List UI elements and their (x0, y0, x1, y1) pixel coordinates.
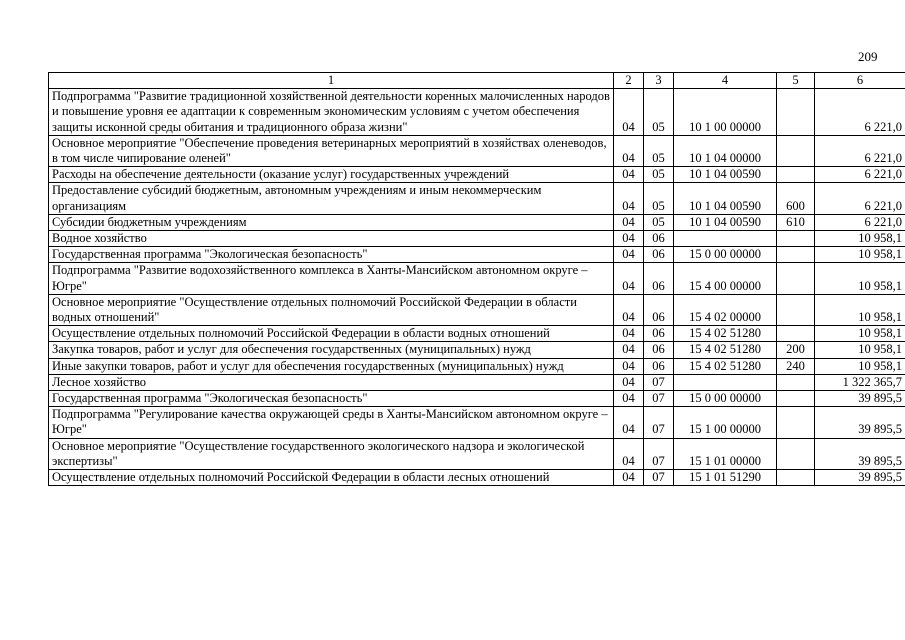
target-article-code: 10 1 00 00000 (674, 89, 777, 136)
item-name: Подпрограмма "Регулирование качества окружающей среды в Ханты-Мансийском автономном округе – Югре" (49, 407, 614, 438)
subsection-code: 06 (644, 263, 674, 294)
expense-type-code (777, 374, 815, 390)
subsection-code: 06 (644, 358, 674, 374)
target-article-code: 10 1 04 00590 (674, 214, 777, 230)
expense-type-code: 200 (777, 342, 815, 358)
target-article-code: 15 4 00 00000 (674, 263, 777, 294)
target-article-code: 15 4 02 51280 (674, 326, 777, 342)
target-article-code: 15 1 00 00000 (674, 407, 777, 438)
amount: 10 958,1 (815, 263, 905, 294)
target-article-code (674, 374, 777, 390)
expense-type-code: 240 (777, 358, 815, 374)
target-article-code: 15 0 00 00000 (674, 391, 777, 407)
table-row (49, 183, 905, 214)
table-row (49, 263, 905, 294)
section-code: 04 (614, 470, 644, 486)
section-code: 04 (614, 342, 644, 358)
target-article-code: 15 4 02 51280 (674, 358, 777, 374)
item-name: Основное мероприятие "Обеспечение проведения ветеринарных мероприятий в хозяйствах оленеводов, в том числе чипирование оленей" (49, 135, 614, 166)
subsection-code: 07 (644, 374, 674, 390)
item-name: Водное хозяйство (49, 231, 614, 247)
amount: 6 221,0 (815, 167, 905, 183)
section-code: 04 (614, 438, 644, 469)
item-name: Подпрограмма "Развитие водохозяйственного комплекса в Ханты-Мансийском автономном округе – Югре" (49, 263, 614, 294)
amount: 10 958,1 (815, 358, 905, 374)
amount: 39 895,5 (815, 470, 905, 486)
section-code: 04 (614, 294, 644, 325)
target-article-code: 15 4 02 51280 (674, 342, 777, 358)
table-row (49, 247, 905, 263)
subsection-code: 07 (644, 407, 674, 438)
section-code: 04 (614, 391, 644, 407)
subsection-code: 06 (644, 294, 674, 325)
target-article-code: 15 4 02 00000 (674, 294, 777, 325)
target-article-code: 15 1 01 51290 (674, 470, 777, 486)
subsection-code: 05 (644, 214, 674, 230)
section-code: 04 (614, 135, 644, 166)
amount: 6 221,0 (815, 214, 905, 230)
section-code: 04 (614, 167, 644, 183)
target-article-code: 15 1 01 00000 (674, 438, 777, 469)
table-row (49, 438, 905, 469)
section-code: 04 (614, 214, 644, 230)
amount: 39 895,5 (815, 407, 905, 438)
table-row (49, 294, 905, 325)
table-row (49, 374, 905, 390)
subsection-code: 06 (644, 326, 674, 342)
amount: 6 221,0 (815, 135, 905, 166)
expense-type-code: 600 (777, 183, 815, 214)
subsection-code: 06 (644, 231, 674, 247)
table-row (49, 391, 905, 407)
amount: 6 221,0 (815, 183, 905, 214)
target-article-code: 10 1 04 00590 (674, 183, 777, 214)
amount: 10 958,1 (815, 326, 905, 342)
amount: 10 958,1 (815, 247, 905, 263)
expense-type-code (777, 407, 815, 438)
header-cell: 1 (49, 73, 614, 89)
subsection-code: 07 (644, 470, 674, 486)
expense-type-code (777, 167, 815, 183)
item-name: Лесное хозяйство (49, 374, 614, 390)
amount: 10 958,1 (815, 342, 905, 358)
item-name: Закупка товаров, работ и услуг для обеспечения государственных (муниципальных) нужд (49, 342, 614, 358)
amount: 1 322 365,7 (815, 374, 905, 390)
subsection-code: 05 (644, 135, 674, 166)
item-name: Осуществление отдельных полномочий Российской Федерации в области водных отношений (49, 326, 614, 342)
amount: 10 958,1 (815, 231, 905, 247)
table-row (49, 407, 905, 438)
amount: 10 958,1 (815, 294, 905, 325)
expense-type-code (777, 89, 815, 136)
expense-type-code (777, 135, 815, 166)
subsection-code: 06 (644, 247, 674, 263)
subsection-code: 07 (644, 391, 674, 407)
expense-type-code (777, 247, 815, 263)
table-row (49, 167, 905, 183)
expense-type-code: 610 (777, 214, 815, 230)
item-name: Субсидии бюджетным учреждениям (49, 214, 614, 230)
item-name: Предоставление субсидий бюджетным, автономным учреждениям и иным некоммерческим организациям (49, 183, 614, 214)
target-article-code (674, 231, 777, 247)
expense-type-code (777, 326, 815, 342)
table-row (49, 326, 905, 342)
section-code: 04 (614, 183, 644, 214)
table-row (49, 214, 905, 230)
header-cell: 6 (815, 73, 905, 89)
subsection-code: 07 (644, 438, 674, 469)
expense-type-code (777, 470, 815, 486)
subsection-code: 05 (644, 183, 674, 214)
item-name: Государственная программа "Экологическая безопасность" (49, 391, 614, 407)
budget-table (48, 72, 905, 486)
expense-type-code (777, 438, 815, 469)
table-row (49, 231, 905, 247)
item-name: Подпрограмма "Развитие традиционной хозяйственной деятельности коренных малочисленных народов и повышение уровня ее адаптации к современным экономическим условиям с учетом обеспечения защиты исконной среды обитания и традиционного образа жизни" (49, 89, 614, 136)
table-row (49, 470, 905, 486)
item-name: Государственная программа "Экологическая безопасность" (49, 247, 614, 263)
target-article-code: 10 1 04 00590 (674, 167, 777, 183)
header-cell: 2 (614, 73, 644, 89)
section-code: 04 (614, 374, 644, 390)
section-code: 04 (614, 358, 644, 374)
subsection-code: 06 (644, 342, 674, 358)
header-cell: 3 (644, 73, 674, 89)
section-code: 04 (614, 231, 644, 247)
expense-type-code (777, 231, 815, 247)
section-code: 04 (614, 89, 644, 136)
item-name: Осуществление отдельных полномочий Российской Федерации в области лесных отношений (49, 470, 614, 486)
header-cell: 5 (777, 73, 815, 89)
item-name: Основное мероприятие "Осуществление государственного экологического надзора и экологической экспертизы" (49, 438, 614, 469)
expense-type-code (777, 391, 815, 407)
table-row (49, 342, 905, 358)
section-code: 04 (614, 263, 644, 294)
item-name: Иные закупки товаров, работ и услуг для обеспечения государственных (муниципальных) нужд (49, 358, 614, 374)
header-row (49, 73, 905, 89)
table-row (49, 89, 905, 136)
amount: 39 895,5 (815, 391, 905, 407)
target-article-code: 15 0 00 00000 (674, 247, 777, 263)
expense-type-code (777, 263, 815, 294)
amount: 6 221,0 (815, 89, 905, 136)
item-name: Основное мероприятие "Осуществление отдельных полномочий Российской Федерации в области водных отношений" (49, 294, 614, 325)
subsection-code: 05 (644, 89, 674, 136)
subsection-code: 05 (644, 167, 674, 183)
amount: 39 895,5 (815, 438, 905, 469)
item-name: Расходы на обеспечение деятельности (оказание услуг) государственных учреждений (49, 167, 614, 183)
expense-type-code (777, 294, 815, 325)
section-code: 04 (614, 247, 644, 263)
target-article-code: 10 1 04 00000 (674, 135, 777, 166)
page-number: 209 (858, 49, 878, 64)
header-cell: 4 (674, 73, 777, 89)
table-row (49, 358, 905, 374)
table-row (49, 135, 905, 166)
section-code: 04 (614, 326, 644, 342)
section-code: 04 (614, 407, 644, 438)
